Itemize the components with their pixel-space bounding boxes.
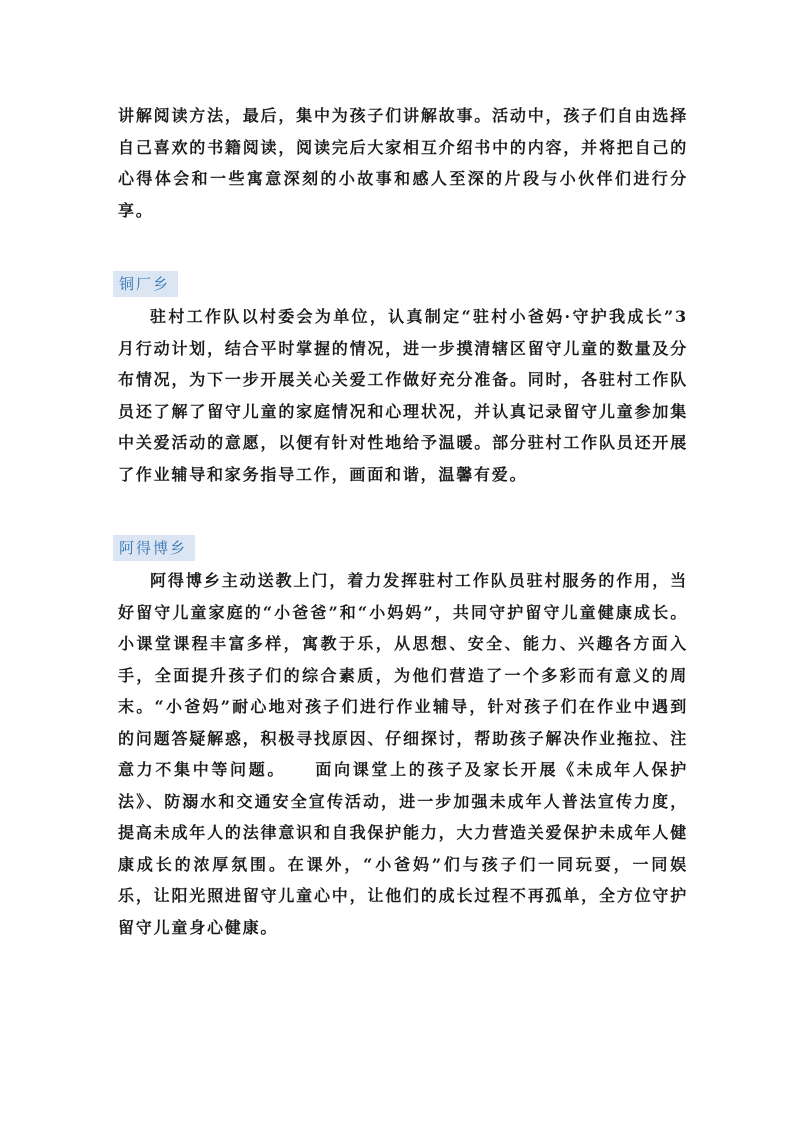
section-paragraph-adebo: 阿得博乡主动送教上门，着力发挥驻村工作队员驻村服务的作用，当好留守儿童家庭的“小爸爸”和“小妈妈”，共同守护留守儿童健康成长。小课堂课程丰富多样，寓教于乐，从思想、安全、能力、兴趣各方面入手，全面提升孩子们的综合素质，为他们营造了一个多彩而有意义的周末。“小爸妈”耐心地对孩子们进行作业辅导，针对孩子们在作业中遇到的问题答疑解惑，积极寻找原因、仔细探讨，帮助孩子解决作业拖拉、注意力不集中等问题。 面向课堂上的孩子及家长开展《未成年人保护法》、防溺水和交通安全宣传活动，进一步加强未成年人普法宣传力度，提高未成年人的法律意识和自我保护能力，大力营造关爱保护未成年人健康成长的浓厚氛围。在课外，“小爸妈”们与孩子们一同玩耍，一同娱乐，让阳光照进留守儿童心中，让他们的成长过程不再孤单，全方位守护留守儿童身心健康。 (118, 571, 688, 937)
section-heading-adebo: 阿得博乡 (113, 535, 195, 561)
section-paragraph-tongchang: 驻村工作队以村委会为单位，认真制定“驻村小爸妈·守护我成长”3月行动计划，结合平时掌握的情况，进一步摸清辖区留守儿童的数量及分布情况，为下一步开展关心关爱工作做好充分准备。同时，各驻村工作队员还了解了留守儿童的家庭情况和心理状况，并认真记录留守儿童参加集中关爱活动的意愿，以便有针对性地给予温暖。部分驻村工作队员还开展了作业辅导和家务指导工作，画面和谐，温馨有爱。 (118, 307, 688, 484)
section-heading-tongchang: 铜厂乡 (113, 271, 178, 297)
intro-paragraph: 讲解阅读方法，最后，集中为孩子们讲解故事。活动中，孩子们自由选择自己喜欢的书籍阅读，阅读完后大家相互介绍书中的内容，并将把自己的心得体会和一些寓意深刻的小故事和感人至深的片段与小伙伴们进行分享。 (118, 106, 688, 220)
